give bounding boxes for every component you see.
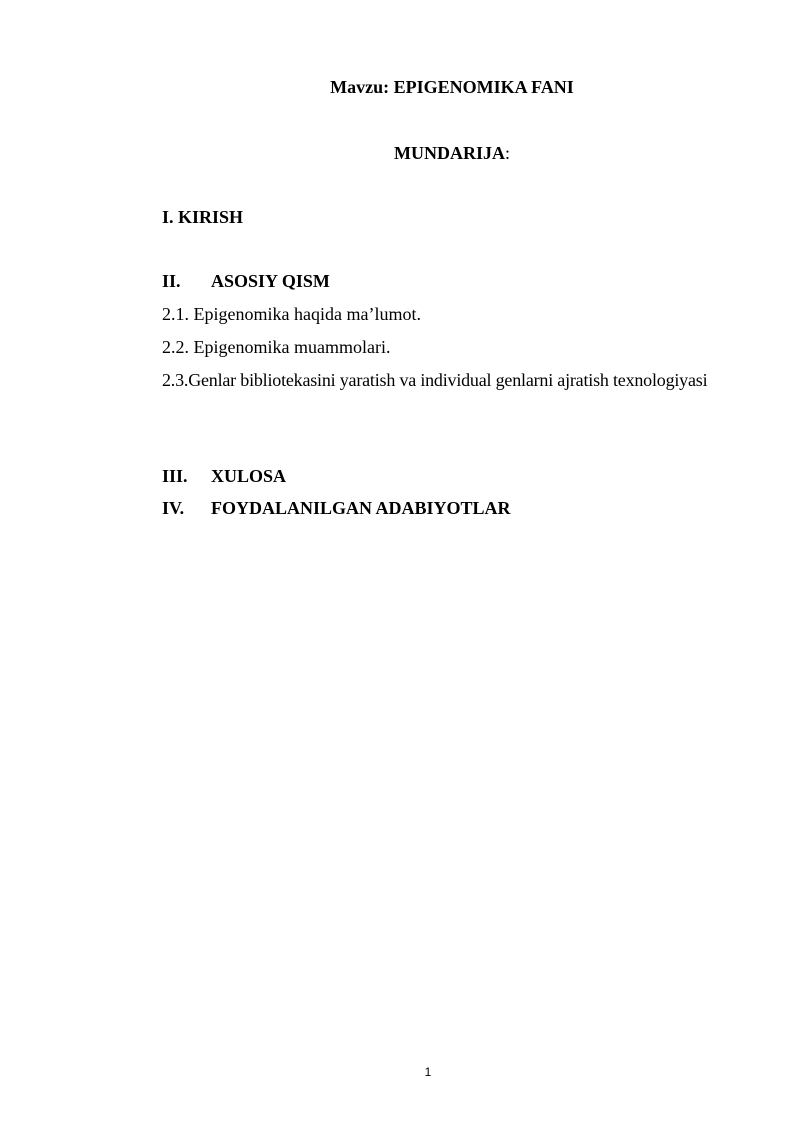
toc-section-number: III. (162, 466, 188, 486)
toc-section-1 (162, 206, 243, 228)
toc-section-title: ASOSIY QISM (211, 271, 330, 291)
toc-subsection-1: 2.1. Epigenomika haqida ma’lumot. (162, 304, 421, 324)
contents-heading (0, 142, 800, 164)
topic-text: Mavzu: EPIGENOMIKA FANI (330, 77, 574, 97)
toc-section-title: FOYDALANILGAN ADABIYOTLAR (211, 498, 511, 518)
page-number: 1 (424, 1065, 432, 1079)
document-topic (0, 76, 800, 98)
toc-section-title: XULOSA (211, 466, 287, 486)
toc-subsection-3: 2.3.Genlar bibliotekasini yaratish va individual genlarni ajratish texnologiyasi (162, 370, 708, 390)
contents-heading-colon: : (504, 143, 510, 163)
toc-section-number: I. (162, 207, 174, 227)
toc-subsection-2: 2.2. Epigenomika muammolari. (162, 337, 391, 357)
contents-heading-text: MUNDARIJA (393, 143, 505, 163)
toc-section-number: IV. (162, 498, 185, 518)
toc-section-title: KIRISH (178, 207, 244, 227)
toc-section-number: II. (162, 271, 181, 291)
